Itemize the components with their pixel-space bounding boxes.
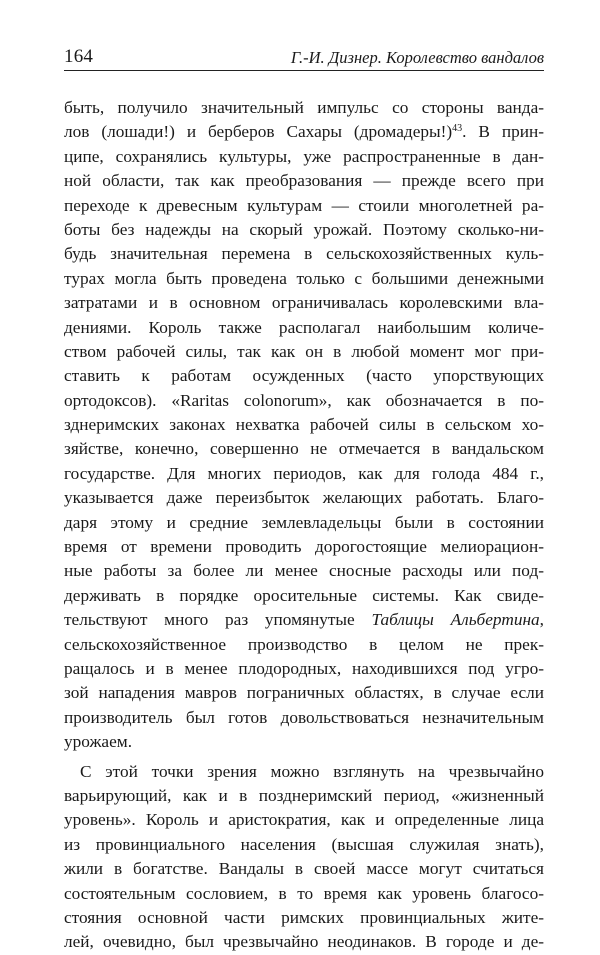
text-line: даря этому и средние землевладельцы были в состоянии xyxy=(64,512,544,532)
text-line: быть, получило значительный импульс со стороны ванда- xyxy=(64,98,544,117)
text-line: ставить к работам осужденных (часто упорствующих xyxy=(64,366,544,386)
text-line: варьирующий, как и в позднеримский период, «жизненный xyxy=(64,785,544,805)
text-line: уровень». Король и аристократия, как и определенные лица xyxy=(64,810,544,830)
running-head: Г.-И. Дизнер. Королевство вандалов xyxy=(290,48,544,67)
text-line: ством рабочей силы, так как он в любой момент мог при- xyxy=(64,341,544,361)
text-line: состоятельным сословием, в то время как уровень благосо- xyxy=(64,883,544,903)
text-line: указывается даже переизбыток желающих работать. Благо- xyxy=(64,488,544,508)
footnote-ref: 43 xyxy=(452,123,463,135)
paragraph-2 xyxy=(64,760,544,955)
text-line: зяйстве, конечно, совершенно не отмечается в вандальском xyxy=(64,439,544,459)
text-line: производитель был готов довольствоваться незначительным xyxy=(64,707,544,727)
text-line: государстве. Для многих периодов, как для голода 484 г., xyxy=(64,463,544,483)
text-line: из провинциального населения (высшая служилая знать), xyxy=(64,834,544,854)
text-line: ной области, так как преобразования — прежде всего при xyxy=(64,171,544,191)
body-text xyxy=(64,96,544,955)
text-fragment: тельствуют много раз упомянутые xyxy=(64,610,372,630)
text-line: жили в богатстве. Вандалы в своей массе могут считаться xyxy=(64,859,544,879)
page-number: 164 xyxy=(64,46,94,67)
text-line: боты без надежды на скорый урожай. Поэтому сколько-ни- xyxy=(64,219,544,239)
text-line: урожаем. xyxy=(64,732,133,752)
text-fragment: . В прин- xyxy=(462,122,544,142)
text-line: зднеримских законах нехватка рабочей силы в сельском хо- xyxy=(64,415,544,435)
text-line: лей, очевидно, был чрезвычайно неодинаков. В городе и де- xyxy=(64,932,544,952)
text-line: С этой точки зрения можно взглянуть на чрезвычайно xyxy=(80,761,544,781)
text-line: ортодоксов). «Raritas colonorum», как обозначается в по- xyxy=(64,390,544,410)
text-line: ные работы за более ли менее сносные расходы или под- xyxy=(64,561,544,581)
text-fragment: лов (лошади!) и берберов Сахары (дромадеры!) xyxy=(64,122,453,142)
paragraph-1 xyxy=(64,96,544,755)
text-line xyxy=(64,120,544,144)
text-line: зой нападения мавров пограничных областях, в случае если xyxy=(64,683,544,703)
text-line: турах могла быть проведена только с большими денежными xyxy=(64,268,544,288)
text-line: затратами и в основном ограничивалась королевскими вла- xyxy=(64,293,544,313)
text-line: ращалось и в менее плодородных, находившихся под угро- xyxy=(64,658,544,678)
header-rule xyxy=(64,70,544,71)
text-line: будь значительная перемена в сельскохозяйственных куль- xyxy=(64,244,544,264)
text-line: дениями. Король также располагал наибольшим количе- xyxy=(64,317,544,337)
page-header xyxy=(64,44,544,74)
text-line: время от времени проводить дорогостоящие мелиорацион- xyxy=(64,537,544,557)
italic-title: Таблицы Альбертина xyxy=(371,610,540,630)
text-line: держивать в порядке оросительные системы. Как свиде- xyxy=(64,585,544,605)
text-line: ципе, сохранялись культуры, уже распространенные в дан- xyxy=(64,146,544,166)
text-fragment: , xyxy=(539,610,544,630)
text-line: переходе к древесным культурам — стоили многолетней ра- xyxy=(64,195,544,215)
text-line: стояния основной части римских провинциальных жите- xyxy=(64,907,544,927)
text-line xyxy=(64,608,544,632)
text-line: сельскохозяйственное производство в целом не прек- xyxy=(64,634,544,654)
